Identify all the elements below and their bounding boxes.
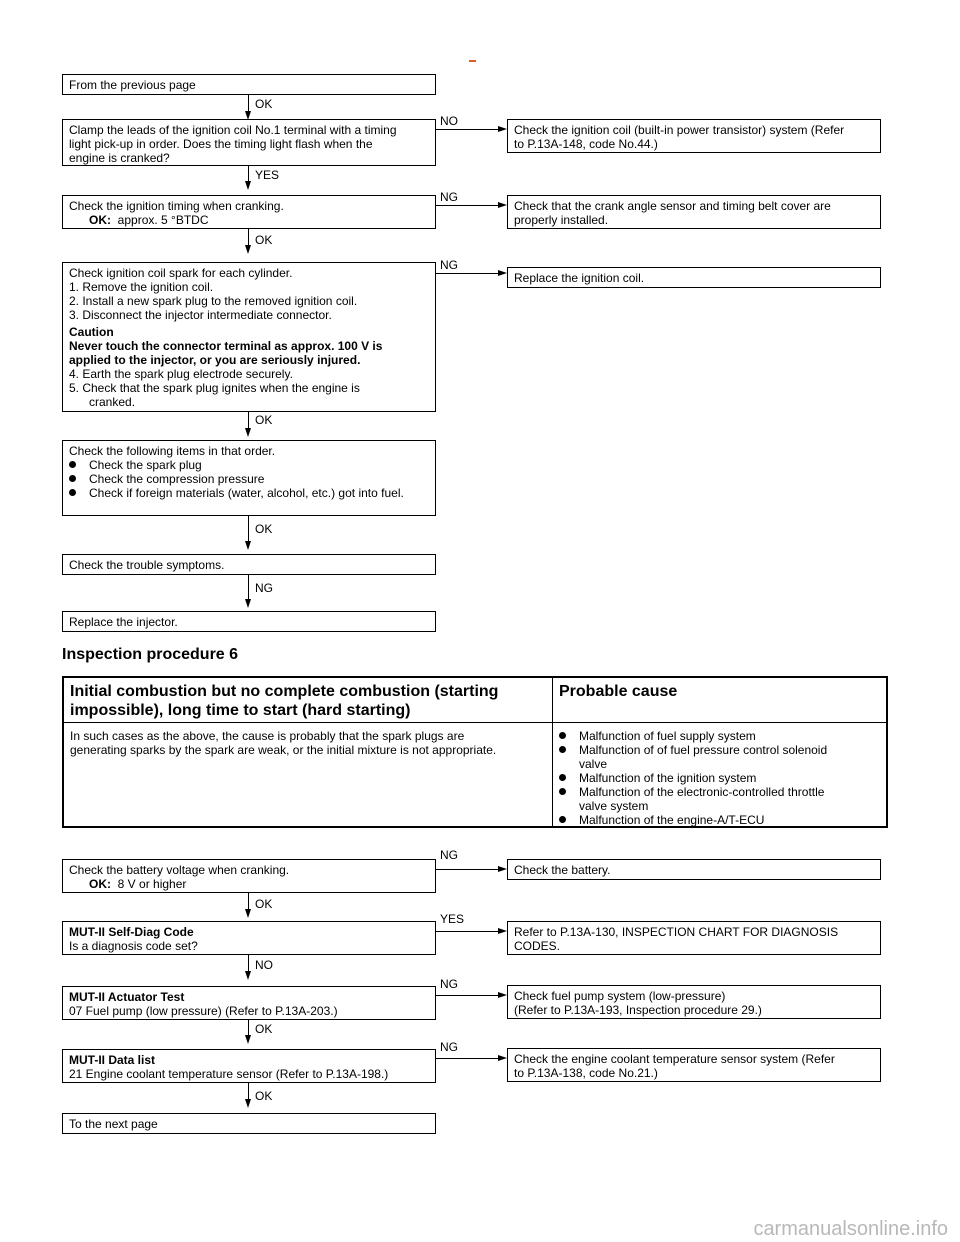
down-arrow bbox=[245, 1099, 251, 1108]
result-text: (Refer to P.13A-193, Inspection procedure 29.) bbox=[514, 1003, 762, 1017]
replace-injector-box bbox=[62, 611, 436, 632]
ok-label: OK bbox=[255, 97, 273, 111]
cause-item bbox=[559, 743, 847, 771]
bullet-item bbox=[69, 472, 429, 486]
bullet-icon bbox=[559, 746, 566, 753]
bullet-text: Check if foreign materials (water, alcohol, etc.) got into fuel. bbox=[89, 486, 404, 500]
connector-line bbox=[248, 575, 249, 600]
from-previous-page-box bbox=[62, 74, 436, 95]
watermark: carmanualsonline.info bbox=[753, 1218, 948, 1240]
spark-check-box bbox=[62, 262, 436, 412]
check-items-box bbox=[62, 440, 436, 516]
from-previous-text: From the previous page bbox=[69, 78, 196, 92]
result-text: properly installed. bbox=[514, 213, 609, 227]
coolant-sensor-result-box bbox=[507, 1048, 881, 1082]
trouble-symptoms-box bbox=[62, 554, 436, 575]
ng-label: NG bbox=[440, 258, 458, 272]
procedure-table bbox=[62, 676, 888, 828]
ng-label: NG bbox=[440, 190, 458, 204]
bullet-icon bbox=[559, 816, 566, 823]
description-text: generating sparks by the spark are weak, or the initial mixture is not appropriate. bbox=[70, 743, 497, 757]
step-text: Check the trouble symptoms. bbox=[69, 558, 225, 572]
result-text: Check the engine coolant temperature sensor system (Refer bbox=[514, 1052, 835, 1066]
caution-text: Never touch the connector terminal as approx. 100 V is bbox=[69, 339, 383, 353]
bullet-icon bbox=[69, 489, 76, 496]
to-next-page-box bbox=[62, 1113, 436, 1134]
step-item: 5. Check that the spark plug ignites when the engine is bbox=[69, 381, 360, 395]
result-text: Refer to P.13A-130, INSPECTION CHART FOR DIAGNOSIS bbox=[514, 925, 839, 939]
step-text: 21 Engine coolant temperature sensor (Refer to P.13A-198.) bbox=[69, 1067, 389, 1081]
cause-item bbox=[559, 729, 847, 743]
mut-ii-heading: MUT-II Actuator Test bbox=[69, 990, 185, 1004]
step-item: 1. Remove the ignition coil. bbox=[69, 280, 214, 294]
ok-label: OK bbox=[255, 1022, 273, 1036]
header-text: impossible), long time to start (hard starting) bbox=[70, 702, 411, 719]
bullet-icon bbox=[69, 475, 76, 482]
right-arrow bbox=[498, 126, 507, 132]
ok-label: OK bbox=[255, 1089, 273, 1103]
self-diag-code-box bbox=[62, 921, 436, 955]
result-text: Check the ignition coil (built-in power transistor) system (Refer bbox=[514, 123, 845, 137]
result-text: Replace the ignition coil. bbox=[514, 271, 645, 285]
right-arrow bbox=[498, 992, 507, 998]
bullet-item bbox=[69, 486, 419, 500]
caution-heading: Caution bbox=[69, 325, 114, 339]
data-list-box bbox=[62, 1049, 436, 1083]
section-title: Inspection procedure 6 bbox=[62, 646, 239, 663]
connector-line bbox=[248, 95, 249, 112]
step-text: Check the ignition timing when cranking. bbox=[69, 199, 284, 213]
cause-item bbox=[559, 771, 847, 785]
cause-item bbox=[559, 785, 847, 813]
step-text: Clamp the leads of the ignition coil No.1 terminal with a timing bbox=[69, 123, 397, 137]
ok-label: OK bbox=[255, 522, 273, 536]
mut-ii-heading: MUT-II Self-Diag Code bbox=[69, 925, 194, 939]
down-arrow bbox=[245, 428, 251, 437]
check-battery-box bbox=[507, 859, 881, 880]
connector-line bbox=[436, 273, 500, 274]
down-arrow bbox=[245, 599, 251, 608]
right-arrow bbox=[498, 270, 507, 276]
right-arrow bbox=[498, 202, 507, 208]
ng-label: NG bbox=[440, 848, 458, 862]
connector-line bbox=[248, 229, 249, 246]
connector-line bbox=[436, 129, 500, 130]
ignition-coil-system-result-box bbox=[507, 119, 881, 153]
crank-angle-sensor-result-box bbox=[507, 195, 881, 229]
result-text: Check fuel pump system (low-pressure) bbox=[514, 989, 726, 1003]
cause-text: Malfunction of fuel supply system bbox=[579, 729, 756, 743]
spec-value: 8 V or higher bbox=[117, 877, 187, 891]
step-text: light pick-up in order. Does the timing light flash when the bbox=[69, 137, 373, 151]
header-text: Initial combustion but no complete combustion (starting bbox=[70, 683, 499, 700]
bullet-icon bbox=[69, 461, 76, 468]
step-text: engine is cranked? bbox=[69, 151, 170, 165]
result-text: Check the battery. bbox=[514, 863, 611, 877]
connector-line bbox=[248, 955, 249, 972]
cause-text: Malfunction of the ignition system bbox=[579, 771, 757, 785]
top-mark bbox=[469, 60, 476, 62]
ok-spec-label: OK: bbox=[89, 213, 111, 227]
down-arrow bbox=[245, 971, 251, 980]
connector-line bbox=[436, 869, 500, 870]
bullet-item bbox=[69, 458, 429, 472]
connector-line bbox=[248, 893, 249, 910]
connector-line bbox=[248, 412, 249, 429]
step-item: 2. Install a new spark plug to the removed ignition coil. bbox=[69, 294, 358, 308]
bullet-icon bbox=[559, 774, 566, 781]
step-text: Check the battery voltage when cranking. bbox=[69, 863, 290, 877]
connector-line bbox=[248, 516, 249, 542]
timing-light-check-box bbox=[62, 119, 436, 166]
mut-ii-heading: MUT-II Data list bbox=[69, 1053, 156, 1067]
actuator-test-box bbox=[62, 986, 436, 1020]
right-arrow bbox=[498, 928, 507, 934]
spec-value: approx. 5 °BTDC bbox=[117, 213, 209, 227]
right-arrow bbox=[498, 1055, 507, 1061]
step-text: Is a diagnosis code set? bbox=[69, 939, 198, 953]
probable-cause-header: Probable cause bbox=[559, 683, 678, 700]
cause-text: Malfunction of of fuel pressure control solenoid valve bbox=[579, 743, 828, 771]
yes-label: YES bbox=[440, 912, 465, 926]
cause-text: Malfunction of the electronic-controlled throttle valve system bbox=[579, 785, 825, 813]
cause-text: Malfunction of the engine-A/T-ECU bbox=[579, 813, 765, 827]
connector-line bbox=[248, 1020, 249, 1036]
description-text: In such cases as the above, the cause is probably that the spark plugs are bbox=[70, 729, 465, 743]
connector-line bbox=[436, 931, 500, 932]
fuel-pump-result-box bbox=[507, 985, 881, 1019]
step-text: 07 Fuel pump (low pressure) (Refer to P.13A-203.) bbox=[69, 1004, 338, 1018]
connector-line bbox=[248, 166, 249, 182]
bullet-text: Check the compression pressure bbox=[89, 472, 265, 486]
replace-ignition-coil-box bbox=[507, 267, 881, 288]
cause-item bbox=[559, 813, 847, 827]
bullet-icon bbox=[559, 732, 566, 739]
result-text: to P.13A-138, code No.21.) bbox=[514, 1066, 658, 1080]
step-text: Check the following items in that order. bbox=[69, 444, 276, 458]
ok-label: OK bbox=[255, 233, 273, 247]
yes-label: YES bbox=[255, 168, 280, 182]
symptom-description bbox=[64, 723, 552, 763]
step-text: Check ignition coil spark for each cylinder. bbox=[69, 266, 293, 280]
no-label: NO bbox=[440, 114, 458, 128]
ok-label: OK bbox=[255, 413, 273, 427]
down-arrow bbox=[245, 1035, 251, 1044]
ng-label: NG bbox=[440, 977, 458, 991]
down-arrow bbox=[245, 245, 251, 254]
battery-voltage-check-box bbox=[62, 859, 436, 893]
result-text: CODES. bbox=[514, 939, 561, 953]
step-item: cranked. bbox=[89, 395, 136, 409]
result-text: Check that the crank angle sensor and timing belt cover are bbox=[514, 199, 831, 213]
down-arrow bbox=[245, 909, 251, 918]
step-item: 4. Earth the spark plug electrode securely. bbox=[69, 367, 293, 381]
down-arrow bbox=[245, 541, 251, 550]
caution-text: applied to the injector, or you are seriously injured. bbox=[69, 353, 361, 367]
to-next-text: To the next page bbox=[69, 1117, 158, 1131]
spec-line bbox=[69, 877, 429, 891]
spec-line bbox=[69, 213, 429, 227]
no-label: NO bbox=[255, 958, 273, 972]
result-text: to P.13A-148, code No.44.) bbox=[514, 137, 658, 151]
bullet-icon bbox=[559, 788, 566, 795]
symptom-header bbox=[64, 678, 552, 724]
connector-line bbox=[436, 205, 500, 206]
step-text: Replace the injector. bbox=[69, 615, 178, 629]
ok-spec-label: OK: bbox=[89, 877, 111, 891]
down-arrow bbox=[245, 181, 251, 190]
connector-line bbox=[248, 1083, 249, 1100]
ng-label: NG bbox=[255, 581, 273, 595]
right-arrow bbox=[498, 866, 507, 872]
connector-line bbox=[436, 1058, 500, 1059]
step-item: 3. Disconnect the injector intermediate connector. bbox=[69, 308, 332, 322]
ng-label: NG bbox=[440, 1040, 458, 1054]
bullet-text: Check the spark plug bbox=[89, 458, 202, 472]
ignition-timing-check-box bbox=[62, 195, 436, 229]
ok-label: OK bbox=[255, 897, 273, 911]
connector-line bbox=[436, 995, 500, 996]
probable-cause-list bbox=[553, 723, 853, 833]
diagnosis-chart-result-box bbox=[507, 921, 881, 955]
